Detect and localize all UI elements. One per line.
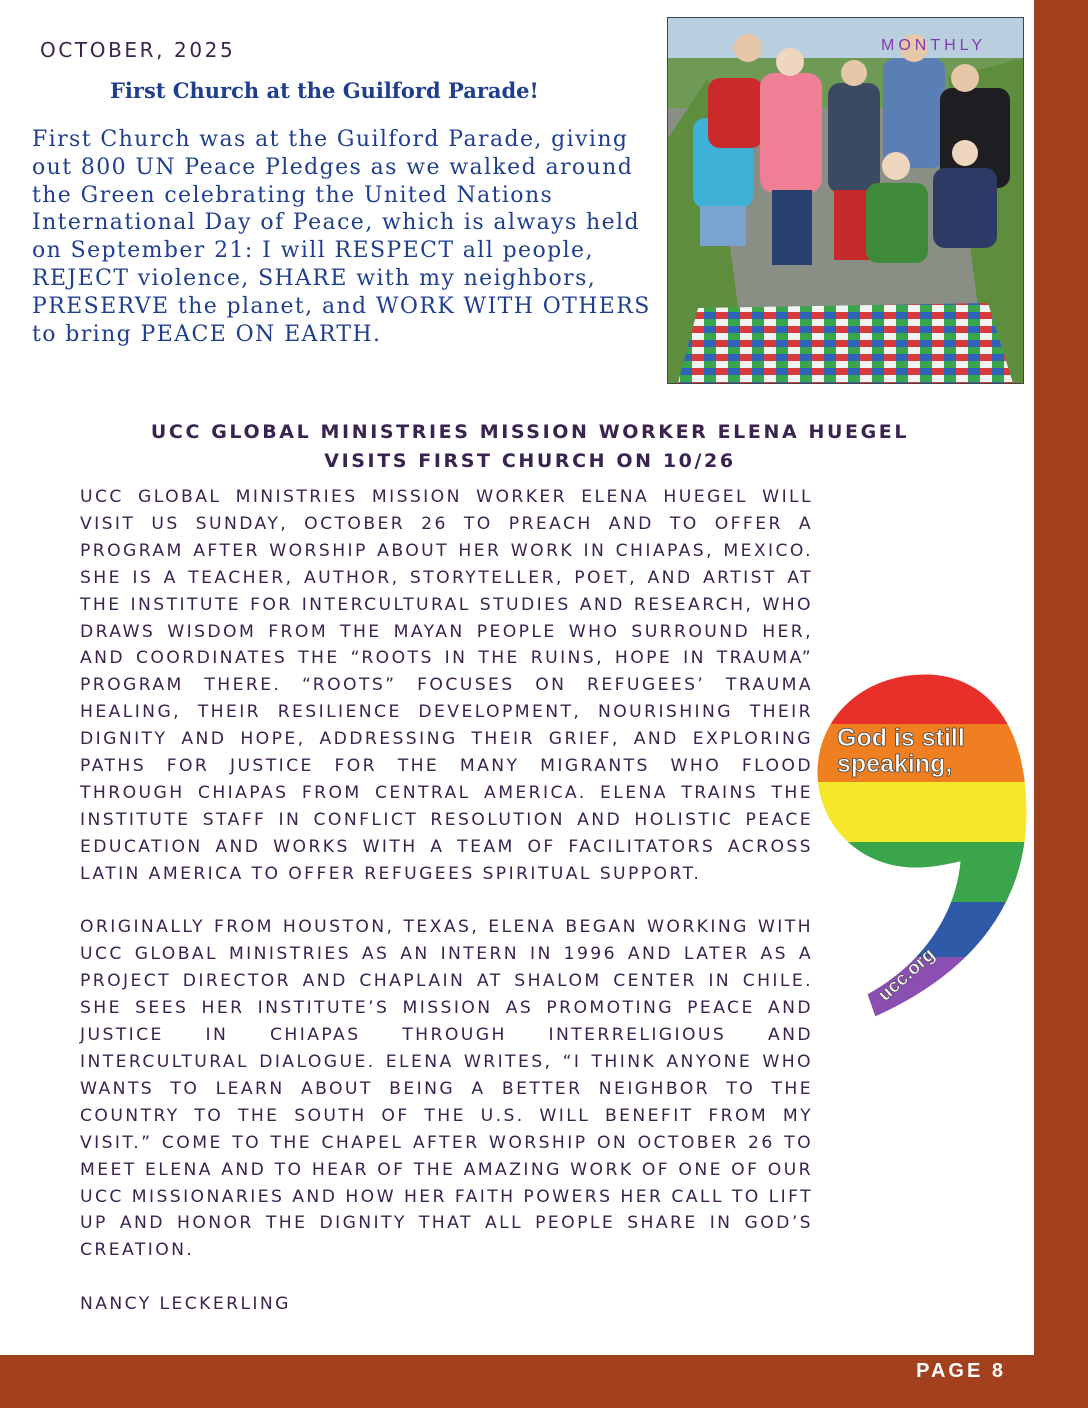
article-body [80,484,813,1318]
article-paragraph-1: UCC GLOBAL MINISTRIES MISSION WORKER ELENA HUEGEL WILL VISIT US SUNDAY, OCTOBER 26 TO PREACH AND TO OFFER A PROGRAM AFTER WORSHIP ABOUT HER WORK IN CHIAPAS, MEXICO. SHE IS A TEACHER, AUTHOR, STORYTELLER, POET, AND ARTIST AT THE INSTITUTE FOR INTERCULTURAL STUDIES AND RESEARCH, WHO DRAWS WISDOM FROM THE MAYAN PEOPLE WHO SURROUND HER, AND COORDINATES THE “ROOTS IN THE RUINS, HOPE IN TRAUMA” PROGRAM THERE. “ROOTS” FOCUSES ON REFUGEES’ TRAUMA HEALING, THEIR RESILIENCE DEVELOPMENT, NOURISHING THEIR DIGNITY AND HOPE, ADDRESSING THEIR GRIEF, AND EXPLORING PATHS FOR JUSTICE FOR THE MANY MIGRANTS WHO FLOOD THROUGH CHIAPAS FROM CENTRAL AMERICA. ELENA TRAINS THE INSTITUTE STAFF IN CONFLICT RESOLUTION AND HOLISTIC PEACE EDUCATION AND WORKS WITH A TEAM OF FACILITATORS ACROSS LATIN AMERICA TO OFFER REFUGEES SPIRITUAL SUPPORT. [80,487,813,884]
article-title [60,418,1000,476]
right-accent-bar [1034,0,1088,1408]
page-number: PAGE 8 [916,1360,1006,1382]
photo-overlay-text: MONTHLY [881,37,987,54]
article-title-line-2: VISITS FIRST CHURCH ON 10/26 [324,450,736,472]
logo-line-1: God is still [837,724,965,752]
logo-url: ucc.org [874,944,940,1006]
article-title-line-1: UCC GLOBAL MINISTRIES MISSION WORKER ELENA HUEGEL [150,421,910,443]
article-paragraph-2: ORIGINALLY FROM HOUSTON, TEXAS, ELENA BEGAN WORKING WITH UCC GLOBAL MINISTRIES AS AN INTERN IN 1996 AND LATER AS A PROJECT DIRECTOR AND CHAPLAIN AT SHALOM CENTER IN CHILE. SHE SEES HER INSTITUTE’S MISSION AS PROMOTING PEACE AND JUSTICE IN CHIAPAS THROUGH INTERRELIGIOUS AND INTERCULTURAL DIALOGUE. ELENA WRITES, “I THINK ANYONE WHO WANTS TO LEARN ABOUT BEING A BETTER NEIGHBOR TO THE COUNTRY TO THE SOUTH OF THE U.S. WILL BENEFIT FROM MY VISIT.” COME TO THE CHAPEL AFTER WORSHIP ON OCTOBER 26 TO MEET ELENA AND TO HEAR OF THE AMAZING WORK OF ONE OF OUR UCC MISSIONARIES AND HOW HER FAITH POWERS HER CALL TO LIFT UP AND HONOR THE DIGNITY THAT ALL PEOPLE SHARE IN GOD’S CREATION. [80,917,813,1261]
parade-group-photo [667,17,1024,384]
article-author: NANCY LECKERLING [80,1294,291,1315]
parade-intro-text: First Church was at the Guilford Parade, giving out 800 UN Peace Pledges as we walked around the Green celebrating the United Nations International Day of Peace, which is always held on September 21: I will RESPECT all people, REJECT violence, SHARE with my neighbors, PRESERVE the planet, and WORK WITH OTHERS to bring PEACE ON EARTH. [32,127,651,347]
ucc-comma-logo [815,672,1030,1017]
parade-headline: First Church at the Guilford Parade! [110,78,539,103]
newsletter-date: OCTOBER, 2025 [40,38,236,62]
logo-line-2: speaking, [837,750,953,778]
